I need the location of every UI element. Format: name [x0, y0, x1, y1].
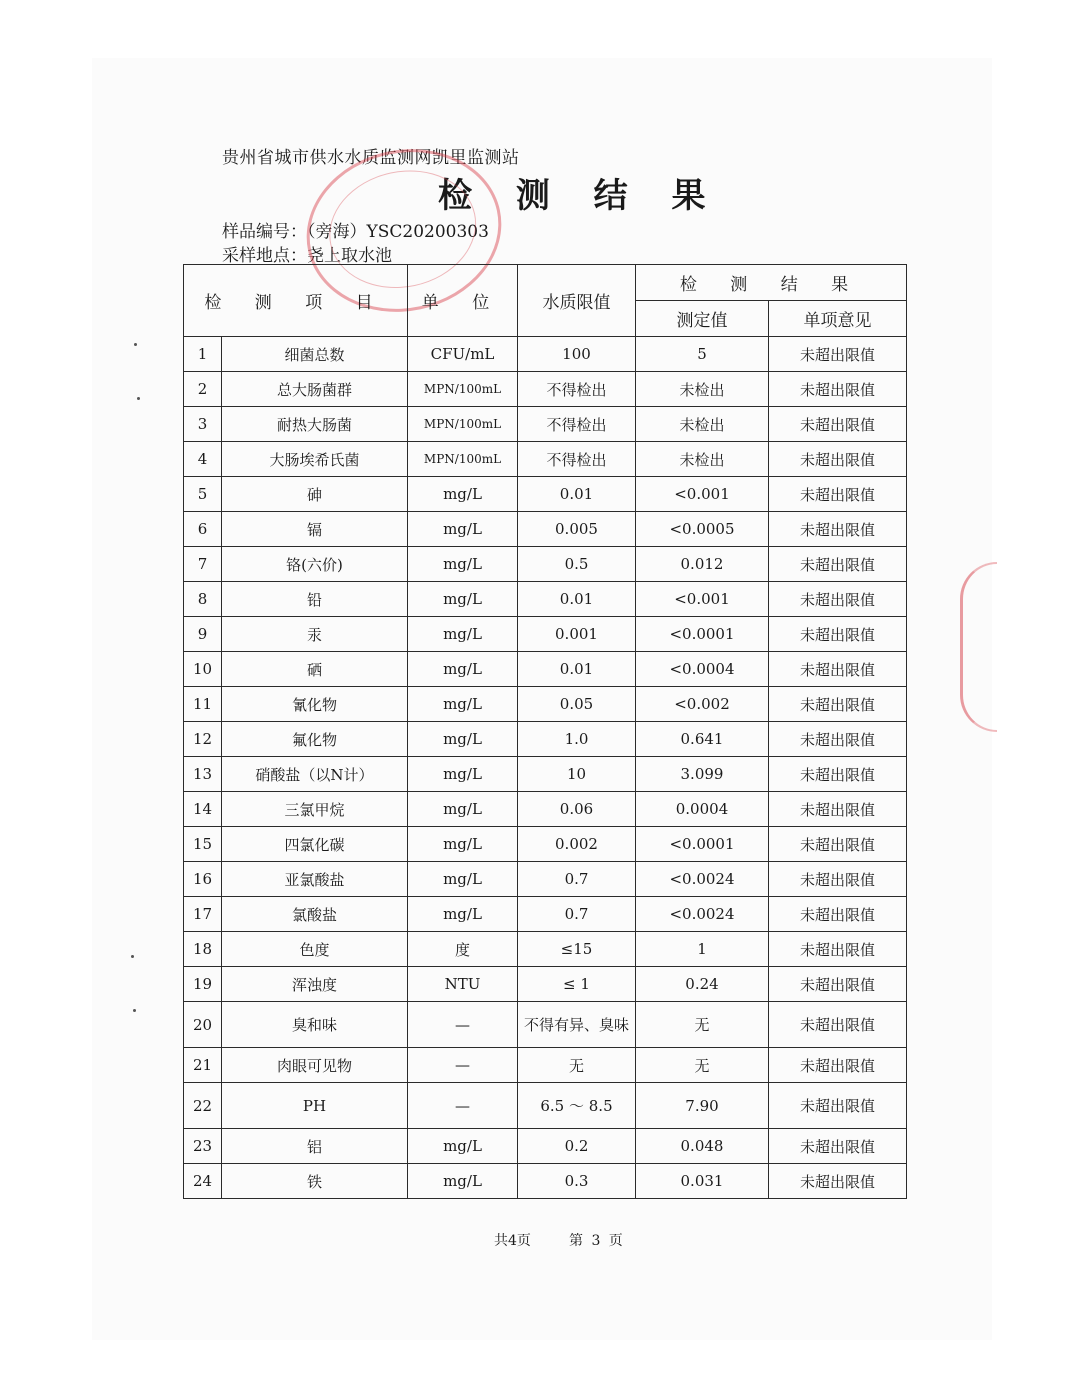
limit-value: 0.005	[518, 512, 636, 547]
unit: mg/L	[408, 1164, 518, 1199]
header-limit: 水质限值	[518, 265, 636, 337]
sample-number: 样品编号：（旁海）YSC20200303	[222, 222, 489, 242]
opinion: 未超出限值	[769, 757, 907, 792]
header-opinion: 单项意见	[769, 301, 907, 337]
item-name: 汞	[222, 617, 408, 652]
current-page: 第 3 页	[569, 1233, 625, 1249]
unit: —	[408, 1083, 518, 1129]
row-number: 14	[184, 792, 222, 827]
opinion: 未超出限值	[769, 897, 907, 932]
table-row	[184, 512, 907, 547]
measured-value: <0.0005	[636, 512, 769, 547]
limit-value: 0.5	[518, 547, 636, 582]
row-number: 18	[184, 932, 222, 967]
measured-value: <0.0001	[636, 827, 769, 862]
item-name: 铝	[222, 1129, 408, 1164]
table-row	[184, 932, 907, 967]
item-name: PH	[222, 1083, 408, 1129]
opinion: 未超出限值	[769, 477, 907, 512]
item-name: 色度	[222, 932, 408, 967]
row-number: 19	[184, 967, 222, 1002]
limit-value: 1.0	[518, 722, 636, 757]
row-number: 16	[184, 862, 222, 897]
total-pages: 共4页	[494, 1233, 531, 1249]
table-row	[184, 827, 907, 862]
unit: mg/L	[408, 477, 518, 512]
measured-value: <0.0004	[636, 652, 769, 687]
row-number: 11	[184, 687, 222, 722]
unit: —	[408, 1002, 518, 1048]
item-name: 氰化物	[222, 687, 408, 722]
row-number: 24	[184, 1164, 222, 1199]
measured-value: 5	[636, 337, 769, 372]
limit-value: 0.06	[518, 792, 636, 827]
limit-value: 不得检出	[518, 372, 636, 407]
limit-value: 0.001	[518, 617, 636, 652]
opinion: 未超出限值	[769, 1164, 907, 1199]
measured-value: <0.0024	[636, 897, 769, 932]
table-row	[184, 337, 907, 372]
scan-speck	[131, 955, 134, 958]
opinion: 未超出限值	[769, 372, 907, 407]
unit: mg/L	[408, 582, 518, 617]
opinion: 未超出限值	[769, 442, 907, 477]
table-row	[184, 967, 907, 1002]
table-row	[184, 1048, 907, 1083]
measured-value: 1	[636, 932, 769, 967]
row-number: 23	[184, 1129, 222, 1164]
unit: mg/L	[408, 827, 518, 862]
opinion: 未超出限值	[769, 617, 907, 652]
unit: MPN/100mL	[408, 442, 518, 477]
table-row	[184, 477, 907, 512]
row-number: 15	[184, 827, 222, 862]
row-number: 4	[184, 442, 222, 477]
measured-value: <0.002	[636, 687, 769, 722]
opinion: 未超出限值	[769, 792, 907, 827]
measured-value: <0.001	[636, 582, 769, 617]
opinion: 未超出限值	[769, 512, 907, 547]
measured-value: 未检出	[636, 442, 769, 477]
measured-value: 0.012	[636, 547, 769, 582]
limit-value: 0.002	[518, 827, 636, 862]
item-name: 铅	[222, 582, 408, 617]
row-number: 10	[184, 652, 222, 687]
row-number: 1	[184, 337, 222, 372]
item-name: 氟化物	[222, 722, 408, 757]
item-name: 浑浊度	[222, 967, 408, 1002]
opinion: 未超出限值	[769, 582, 907, 617]
scan-speck	[133, 1009, 136, 1012]
opinion: 未超出限值	[769, 337, 907, 372]
opinion: 未超出限值	[769, 932, 907, 967]
opinion: 未超出限值	[769, 1129, 907, 1164]
scan-speck	[137, 397, 140, 400]
opinion: 未超出限值	[769, 687, 907, 722]
unit: MPN/100mL	[408, 372, 518, 407]
opinion: 未超出限值	[769, 1083, 907, 1129]
unit: mg/L	[408, 687, 518, 722]
item-name: 臭和味	[222, 1002, 408, 1048]
table-row	[184, 582, 907, 617]
row-number: 8	[184, 582, 222, 617]
table-row	[184, 1164, 907, 1199]
limit-value: 10	[518, 757, 636, 792]
table-row	[184, 407, 907, 442]
measured-value: 0.24	[636, 967, 769, 1002]
opinion: 未超出限值	[769, 1002, 907, 1048]
table-row	[184, 1083, 907, 1129]
opinion: 未超出限值	[769, 407, 907, 442]
unit: mg/L	[408, 722, 518, 757]
header-item: 检 测 项 目	[184, 265, 408, 337]
measured-value: 0.031	[636, 1164, 769, 1199]
row-number: 20	[184, 1002, 222, 1048]
limit-value: 0.3	[518, 1164, 636, 1199]
opinion: 未超出限值	[769, 652, 907, 687]
item-name: 镉	[222, 512, 408, 547]
item-name: 耐热大肠菌	[222, 407, 408, 442]
item-name: 砷	[222, 477, 408, 512]
measured-value: 0.641	[636, 722, 769, 757]
organization-name: 贵州省城市供水水质监测网凯里监测站	[222, 148, 520, 168]
opinion: 未超出限值	[769, 862, 907, 897]
unit: mg/L	[408, 652, 518, 687]
measured-value: 无	[636, 1048, 769, 1083]
measured-value: 3.099	[636, 757, 769, 792]
sampling-site: 采样地点：尧上取水池	[222, 246, 392, 266]
item-name: 亚氯酸盐	[222, 862, 408, 897]
opinion: 未超出限值	[769, 722, 907, 757]
row-number: 21	[184, 1048, 222, 1083]
table-row	[184, 757, 907, 792]
measured-value: 7.90	[636, 1083, 769, 1129]
opinion: 未超出限值	[769, 547, 907, 582]
limit-value: 0.7	[518, 897, 636, 932]
scan-speck	[134, 343, 137, 346]
table-row	[184, 897, 907, 932]
header-measured: 测定值	[636, 301, 769, 337]
item-name: 氯酸盐	[222, 897, 408, 932]
opinion: 未超出限值	[769, 1048, 907, 1083]
opinion: 未超出限值	[769, 967, 907, 1002]
item-name: 肉眼可见物	[222, 1048, 408, 1083]
header-result: 检 测 结 果	[636, 265, 907, 301]
item-name: 四氯化碳	[222, 827, 408, 862]
unit: NTU	[408, 967, 518, 1002]
table-row	[184, 547, 907, 582]
table-row	[184, 687, 907, 722]
limit-value: 100	[518, 337, 636, 372]
row-number: 5	[184, 477, 222, 512]
header-unit: 单 位	[408, 265, 518, 337]
limit-value: 0.01	[518, 652, 636, 687]
row-number: 2	[184, 372, 222, 407]
unit: mg/L	[408, 512, 518, 547]
measured-value: 未检出	[636, 407, 769, 442]
item-name: 硒	[222, 652, 408, 687]
unit: —	[408, 1048, 518, 1083]
measured-value: 无	[636, 1002, 769, 1048]
row-number: 3	[184, 407, 222, 442]
unit: mg/L	[408, 757, 518, 792]
item-name: 铁	[222, 1164, 408, 1199]
row-number: 13	[184, 757, 222, 792]
unit: MPN/100mL	[408, 407, 518, 442]
limit-value: 0.2	[518, 1129, 636, 1164]
row-number: 22	[184, 1083, 222, 1129]
row-number: 7	[184, 547, 222, 582]
opinion: 未超出限值	[769, 827, 907, 862]
table-row	[184, 1002, 907, 1048]
results-table	[183, 264, 907, 1199]
item-name: 大肠埃希氏菌	[222, 442, 408, 477]
item-name: 铬(六价)	[222, 547, 408, 582]
row-number: 6	[184, 512, 222, 547]
table-row	[184, 1129, 907, 1164]
measured-value: <0.0024	[636, 862, 769, 897]
table-row	[184, 617, 907, 652]
unit: 度	[408, 932, 518, 967]
item-name: 三氯甲烷	[222, 792, 408, 827]
unit: CFU/mL	[408, 337, 518, 372]
limit-value: 0.7	[518, 862, 636, 897]
table-row	[184, 372, 907, 407]
item-name: 细菌总数	[222, 337, 408, 372]
limit-value: 不得检出	[518, 442, 636, 477]
unit: mg/L	[408, 1129, 518, 1164]
limit-value: 0.01	[518, 477, 636, 512]
table-row	[184, 862, 907, 897]
limit-value: ≤ 1	[518, 967, 636, 1002]
measured-value: 0.048	[636, 1129, 769, 1164]
limit-value: 无	[518, 1048, 636, 1083]
table-row	[184, 722, 907, 757]
page-title: 检 测 结 果	[438, 176, 722, 216]
table-row	[184, 792, 907, 827]
measured-value: 未检出	[636, 372, 769, 407]
unit: mg/L	[408, 617, 518, 652]
table-row	[184, 442, 907, 477]
limit-value: ≤15	[518, 932, 636, 967]
unit: mg/L	[408, 792, 518, 827]
measured-value: 0.0004	[636, 792, 769, 827]
row-number: 9	[184, 617, 222, 652]
table-row	[184, 652, 907, 687]
limit-value: 0.05	[518, 687, 636, 722]
measured-value: <0.001	[636, 477, 769, 512]
row-number: 12	[184, 722, 222, 757]
item-name: 硝酸盐（以N计）	[222, 757, 408, 792]
item-name: 总大肠菌群	[222, 372, 408, 407]
limit-value: 不得检出	[518, 407, 636, 442]
measured-value: <0.0001	[636, 617, 769, 652]
unit: mg/L	[408, 547, 518, 582]
limit-value: 不得有异、臭味	[518, 1002, 636, 1048]
row-number: 17	[184, 897, 222, 932]
limit-value: 0.01	[518, 582, 636, 617]
unit: mg/L	[408, 862, 518, 897]
limit-value: 6.5 ～ 8.5	[518, 1083, 636, 1129]
unit: mg/L	[408, 897, 518, 932]
